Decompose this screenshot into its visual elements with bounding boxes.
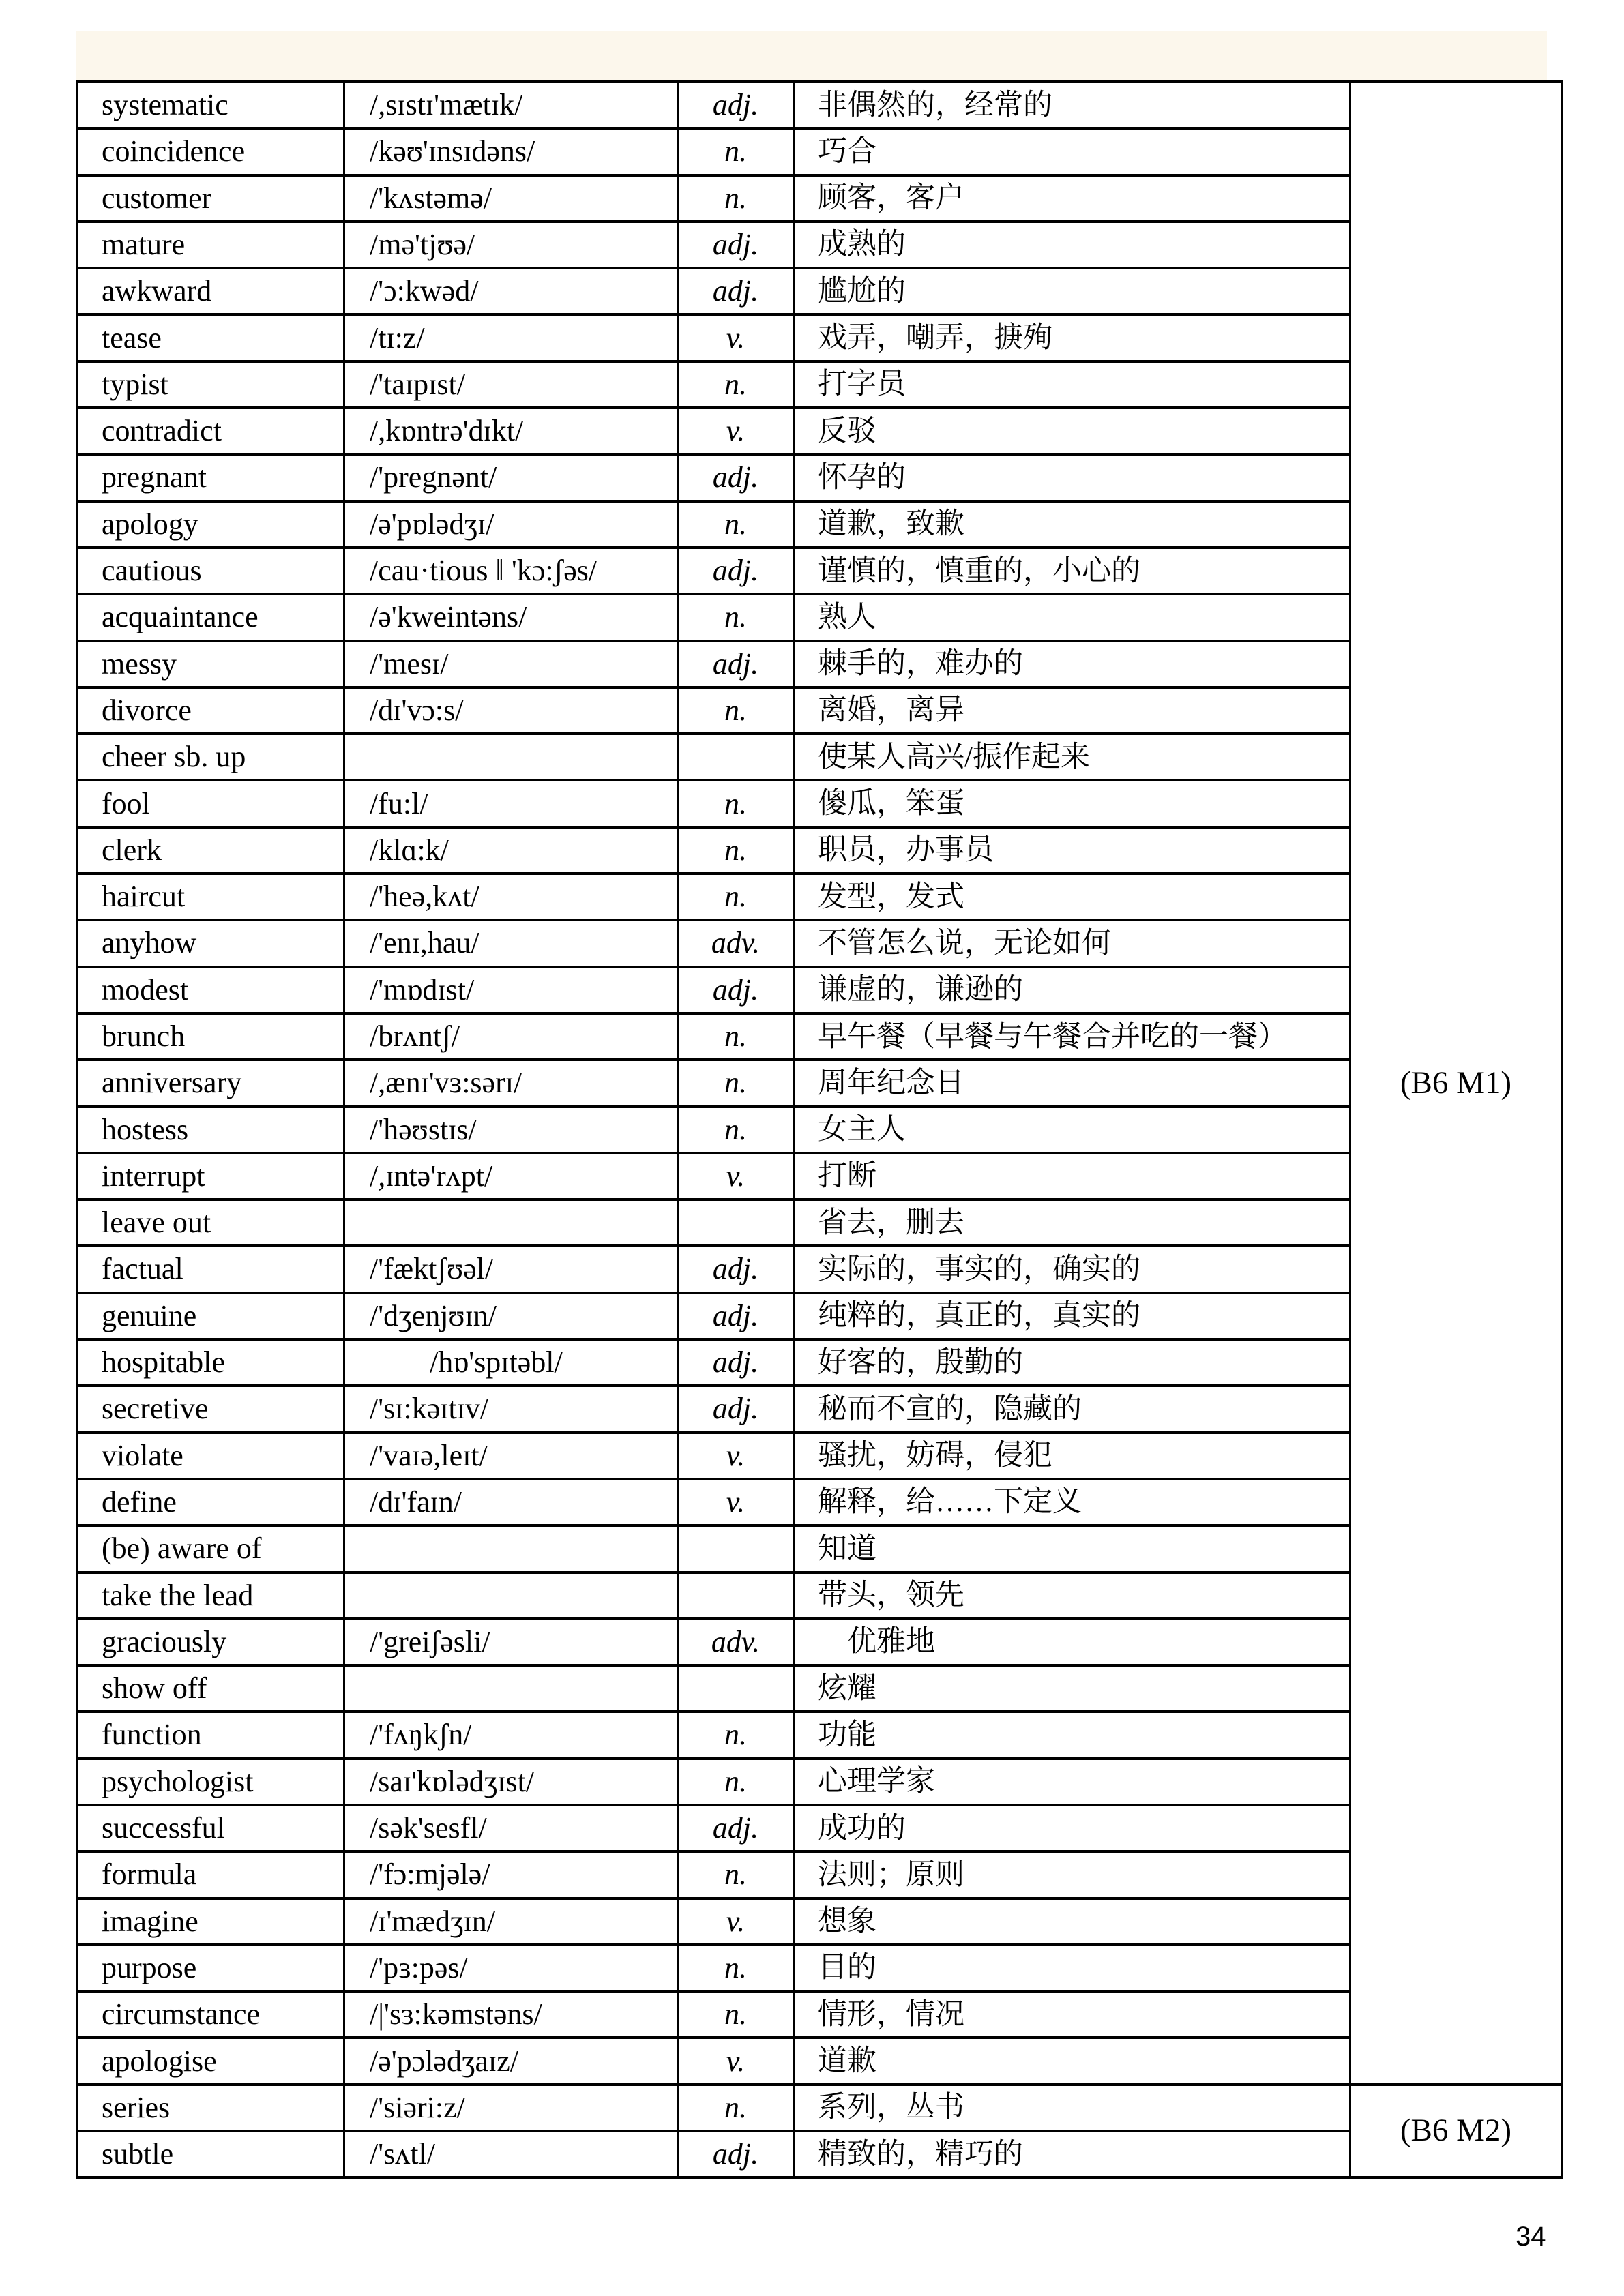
table-row: [78, 1107, 1562, 1153]
word-cell: interrupt: [78, 1153, 344, 1199]
meaning-cell: 纯粹的，真正的，真实的: [794, 1293, 1350, 1339]
phonetic-cell: /'greiʃəsli/: [344, 1619, 678, 1665]
phonetic-cell: /cau·tious ‖ 'kɔ:ʃəs/: [344, 548, 678, 594]
phonetic-cell: /'taɪpɪst/: [344, 361, 678, 408]
word-cell: circumstance: [78, 1991, 344, 2038]
table-row: [78, 175, 1562, 222]
pos-cell: n.: [678, 1759, 794, 1805]
table-row: [78, 1805, 1562, 1851]
word-cell: show off: [78, 1665, 344, 1712]
phonetic-cell: /'enɪ,hau/: [344, 920, 678, 966]
meaning-cell: 省去，删去: [794, 1199, 1350, 1246]
word-cell: pregnant: [78, 454, 344, 501]
word-cell: define: [78, 1479, 344, 1525]
table-row: [78, 222, 1562, 268]
meaning-cell: 谨慎的，慎重的，小心的: [794, 548, 1350, 594]
phonetic-cell: /,ɪntə'rʌpt/: [344, 1153, 678, 1199]
table-row: [78, 1199, 1562, 1246]
phonetic-cell: /'heə,kʌt/: [344, 874, 678, 920]
table-row: [78, 501, 1562, 548]
word-cell: cheer sb. up: [78, 734, 344, 780]
phonetic-cell: /'pɜ:pəs/: [344, 1945, 678, 1991]
word-cell: coincidence: [78, 128, 344, 175]
table-row: [78, 1759, 1562, 1805]
meaning-cell: 炫耀: [794, 1665, 1350, 1712]
meaning-cell: 打断: [794, 1153, 1350, 1199]
table-row: [78, 1060, 1562, 1106]
word-cell: anniversary: [78, 1060, 344, 1106]
word-cell: divorce: [78, 687, 344, 734]
vocab-table: [76, 80, 1563, 2179]
table-row: [78, 2085, 1562, 2131]
phonetic-cell: /klɑ:k/: [344, 827, 678, 874]
word-cell: purpose: [78, 1945, 344, 1991]
table-row: [78, 548, 1562, 594]
meaning-cell: 傻瓜，笨蛋: [794, 780, 1350, 826]
pos-cell: n.: [678, 827, 794, 874]
meaning-cell: 早午餐（早餐与午餐合并吃的一餐）: [794, 1013, 1350, 1060]
phonetic-cell: /hɒ'spɪtəbl/: [344, 1339, 678, 1386]
phonetic-cell: /'kʌstəmə/: [344, 175, 678, 222]
meaning-cell: 实际的，事实的，确实的: [794, 1246, 1350, 1292]
meaning-cell: 优雅地: [794, 1619, 1350, 1665]
word-cell: cautious: [78, 548, 344, 594]
word-cell: haircut: [78, 874, 344, 920]
pos-cell: adv.: [678, 1619, 794, 1665]
meaning-cell: 功能: [794, 1712, 1350, 1758]
word-cell: modest: [78, 967, 344, 1013]
meaning-cell: 离婚，离异: [794, 687, 1350, 734]
pos-cell: v.: [678, 2038, 794, 2084]
word-cell: leave out: [78, 1199, 344, 1246]
word-cell: clerk: [78, 827, 344, 874]
phonetic-cell: /'dʒenjʊɪn/: [344, 1293, 678, 1339]
phonetic-cell: /mə'tjʊə/: [344, 222, 678, 268]
word-cell: secretive: [78, 1386, 344, 1432]
phonetic-cell: /,sɪstɪ'mætɪk/: [344, 82, 678, 128]
table-row: [78, 1898, 1562, 1945]
word-cell: function: [78, 1712, 344, 1758]
pos-cell: n.: [678, 594, 794, 640]
pos-cell: adj.: [678, 1293, 794, 1339]
word-cell: psychologist: [78, 1759, 344, 1805]
pos-cell: adj.: [678, 1339, 794, 1386]
phonetic-cell: /'pregnənt/: [344, 454, 678, 501]
pos-cell: n.: [678, 1991, 794, 2038]
table-row: [78, 687, 1562, 734]
table-row: [78, 1153, 1562, 1199]
word-cell: fool: [78, 780, 344, 826]
phonetic-cell: /dɪ'faɪn/: [344, 1479, 678, 1525]
page-top-band: [76, 31, 1547, 80]
word-cell: series: [78, 2085, 344, 2131]
table-row: [78, 1945, 1562, 1991]
pos-cell: v.: [678, 1479, 794, 1525]
pos-cell: adj.: [678, 82, 794, 128]
pos-cell: v.: [678, 408, 794, 454]
phonetic-cell: /,ænɪ'vɜ:sərɪ/: [344, 1060, 678, 1106]
phonetic-cell: /brʌntʃ/: [344, 1013, 678, 1060]
phonetic-cell: /'ɔ:kwəd/: [344, 268, 678, 314]
pos-cell: [678, 1525, 794, 1572]
meaning-cell: 情形，情况: [794, 1991, 1350, 2038]
pos-cell: adj.: [678, 2131, 794, 2177]
word-cell: awkward: [78, 268, 344, 314]
meaning-cell: 使某人高兴/振作起来: [794, 734, 1350, 780]
meaning-cell: 女主人: [794, 1107, 1350, 1153]
pos-cell: [678, 734, 794, 780]
table-row: [78, 920, 1562, 966]
pos-cell: adj.: [678, 268, 794, 314]
table-row: [78, 1433, 1562, 1479]
word-cell: mature: [78, 222, 344, 268]
table-row: [78, 641, 1562, 687]
meaning-cell: 谦虚的，谦逊的: [794, 967, 1350, 1013]
meaning-cell: 发型，发式: [794, 874, 1350, 920]
table-row: [78, 361, 1562, 408]
word-cell: brunch: [78, 1013, 344, 1060]
table-row: [78, 1246, 1562, 1292]
phonetic-cell: /ə'kweintəns/: [344, 594, 678, 640]
pos-cell: adj.: [678, 967, 794, 1013]
meaning-cell: 戏弄，嘲弄，掶殉: [794, 314, 1350, 361]
phonetic-cell: [344, 1665, 678, 1712]
phonetic-cell: /,kɒntrə'dɪkt/: [344, 408, 678, 454]
pos-cell: adv.: [678, 920, 794, 966]
word-cell: tease: [78, 314, 344, 361]
table-row: [78, 1572, 1562, 1619]
table-row: [78, 1339, 1562, 1386]
pos-cell: n.: [678, 361, 794, 408]
table-row: [78, 408, 1562, 454]
pos-cell: n.: [678, 175, 794, 222]
meaning-cell: 道歉，致歉: [794, 501, 1350, 548]
phonetic-cell: /saɪ'kɒlədʒɪst/: [344, 1759, 678, 1805]
word-cell: customer: [78, 175, 344, 222]
meaning-cell: 尴尬的: [794, 268, 1350, 314]
meaning-cell: 法则；原则: [794, 1851, 1350, 1898]
word-cell: imagine: [78, 1898, 344, 1945]
meaning-cell: 周年纪念日: [794, 1060, 1350, 1106]
meaning-cell: 不管怎么说，无论如何: [794, 920, 1350, 966]
table-row: [78, 780, 1562, 826]
meaning-cell: 顾客，客户: [794, 175, 1350, 222]
pos-cell: adj.: [678, 454, 794, 501]
phonetic-cell: [344, 1525, 678, 1572]
phonetic-cell: /'həʊstɪs/: [344, 1107, 678, 1153]
word-cell: hostess: [78, 1107, 344, 1153]
table-row: [78, 268, 1562, 314]
phonetic-cell: /|'sɜ:kəmstəns/: [344, 1991, 678, 2038]
pos-cell: adj.: [678, 548, 794, 594]
pos-cell: adj.: [678, 1386, 794, 1432]
pos-cell: v.: [678, 314, 794, 361]
meaning-cell: 成熟的: [794, 222, 1350, 268]
phonetic-cell: [344, 1199, 678, 1246]
phonetic-cell: /'sʌtl/: [344, 2131, 678, 2177]
pos-cell: n.: [678, 780, 794, 826]
word-cell: apology: [78, 501, 344, 548]
table-row: [78, 734, 1562, 780]
phonetic-cell: [344, 734, 678, 780]
word-cell: graciously: [78, 1619, 344, 1665]
pos-cell: n.: [678, 1060, 794, 1106]
meaning-cell: 道歉: [794, 2038, 1350, 2084]
phonetic-cell: /fu:l/: [344, 780, 678, 826]
phonetic-cell: /'siəri:z/: [344, 2085, 678, 2131]
meaning-cell: 知道: [794, 1525, 1350, 1572]
word-cell: genuine: [78, 1293, 344, 1339]
word-cell: (be) aware of: [78, 1525, 344, 1572]
pos-cell: n.: [678, 2085, 794, 2131]
table-row: [78, 1851, 1562, 1898]
phonetic-cell: /ɪ'mædʒɪn/: [344, 1898, 678, 1945]
meaning-cell: 解释，给……下定义: [794, 1479, 1350, 1525]
meaning-cell: 精致的，精巧的: [794, 2131, 1350, 2177]
phonetic-cell: /kəʊ'ɪnsɪdəns/: [344, 128, 678, 175]
table-row: [78, 128, 1562, 175]
table-row: [78, 594, 1562, 640]
pos-cell: adj.: [678, 1805, 794, 1851]
meaning-cell: 职员，办事员: [794, 827, 1350, 874]
table-row: [78, 314, 1562, 361]
table-row: [78, 2131, 1562, 2177]
phonetic-cell: /ə'pɒlədʒɪ/: [344, 501, 678, 548]
pos-cell: v.: [678, 1433, 794, 1479]
word-cell: formula: [78, 1851, 344, 1898]
meaning-cell: 成功的: [794, 1805, 1350, 1851]
table-row: [78, 1991, 1562, 2038]
word-cell: acquaintance: [78, 594, 344, 640]
meaning-cell: 心理学家: [794, 1759, 1350, 1805]
pos-cell: n.: [678, 1851, 794, 1898]
pos-cell: adj.: [678, 641, 794, 687]
pos-cell: [678, 1572, 794, 1619]
meaning-cell: 熟人: [794, 594, 1350, 640]
phonetic-cell: /'fʌŋkʃn/: [344, 1712, 678, 1758]
phonetic-cell: /'fæktʃʊəl/: [344, 1246, 678, 1292]
phonetic-cell: /'vaɪə,leɪt/: [344, 1433, 678, 1479]
phonetic-cell: /tɪ:z/: [344, 314, 678, 361]
page-number: 34: [1516, 2222, 1546, 2252]
phonetic-cell: /'mesɪ/: [344, 641, 678, 687]
table-row: [78, 827, 1562, 874]
pos-cell: n.: [678, 501, 794, 548]
phonetic-cell: /'fɔ:mjələ/: [344, 1851, 678, 1898]
meaning-cell: 非偶然的，经常的: [794, 82, 1350, 128]
meaning-cell: 打字员: [794, 361, 1350, 408]
table-row: [78, 2038, 1562, 2084]
pos-cell: [678, 1665, 794, 1712]
pos-cell: n.: [678, 1712, 794, 1758]
table-row: [78, 1386, 1562, 1432]
pos-cell: adj.: [678, 1246, 794, 1292]
meaning-cell: 反驳: [794, 408, 1350, 454]
table-row: [78, 967, 1562, 1013]
meaning-cell: 怀孕的: [794, 454, 1350, 501]
module-cell: (B6 M2): [1350, 2085, 1562, 2178]
meaning-cell: 骚扰，妨碍，侵犯: [794, 1433, 1350, 1479]
table-row: [78, 1293, 1562, 1339]
word-cell: successful: [78, 1805, 344, 1851]
pos-cell: v.: [678, 1898, 794, 1945]
word-cell: hospitable: [78, 1339, 344, 1386]
word-cell: typist: [78, 361, 344, 408]
module-cell: (B6 M1): [1350, 82, 1562, 2085]
pos-cell: adj.: [678, 222, 794, 268]
phonetic-cell: /dɪ'vɔ:s/: [344, 687, 678, 734]
meaning-cell: 巧合: [794, 128, 1350, 175]
meaning-cell: 系列，丛书: [794, 2085, 1350, 2131]
meaning-cell: 带头，领先: [794, 1572, 1350, 1619]
word-cell: violate: [78, 1433, 344, 1479]
word-cell: anyhow: [78, 920, 344, 966]
pos-cell: n.: [678, 874, 794, 920]
meaning-cell: 棘手的，难办的: [794, 641, 1350, 687]
phonetic-cell: /'mɒdɪst/: [344, 967, 678, 1013]
word-cell: messy: [78, 641, 344, 687]
pos-cell: [678, 1199, 794, 1246]
word-cell: systematic: [78, 82, 344, 128]
word-cell: subtle: [78, 2131, 344, 2177]
phonetic-cell: /sək'sesfl/: [344, 1805, 678, 1851]
word-cell: take the lead: [78, 1572, 344, 1619]
table-row: [78, 1712, 1562, 1758]
table-row: [78, 1525, 1562, 1572]
pos-cell: n.: [678, 687, 794, 734]
word-cell: contradict: [78, 408, 344, 454]
meaning-cell: 秘而不宣的，隐藏的: [794, 1386, 1350, 1432]
pos-cell: v.: [678, 1153, 794, 1199]
phonetic-cell: [344, 1572, 678, 1619]
pos-cell: n.: [678, 1013, 794, 1060]
table-row: [78, 1619, 1562, 1665]
table-row: [78, 1479, 1562, 1525]
table-row: [78, 454, 1562, 501]
table-row: [78, 874, 1562, 920]
meaning-cell: 目的: [794, 1945, 1350, 1991]
meaning-cell: 想象: [794, 1898, 1350, 1945]
phonetic-cell: /ə'pɔlədʒaɪz/: [344, 2038, 678, 2084]
pos-cell: n.: [678, 128, 794, 175]
table-row: [78, 1013, 1562, 1060]
pos-cell: n.: [678, 1107, 794, 1153]
phonetic-cell: /'sɪ:kəɪtɪv/: [344, 1386, 678, 1432]
table-row: [78, 1665, 1562, 1712]
pos-cell: n.: [678, 1945, 794, 1991]
word-cell: apologise: [78, 2038, 344, 2084]
meaning-cell: 好客的，殷勤的: [794, 1339, 1350, 1386]
word-cell: factual: [78, 1246, 344, 1292]
table-row: [78, 82, 1562, 128]
